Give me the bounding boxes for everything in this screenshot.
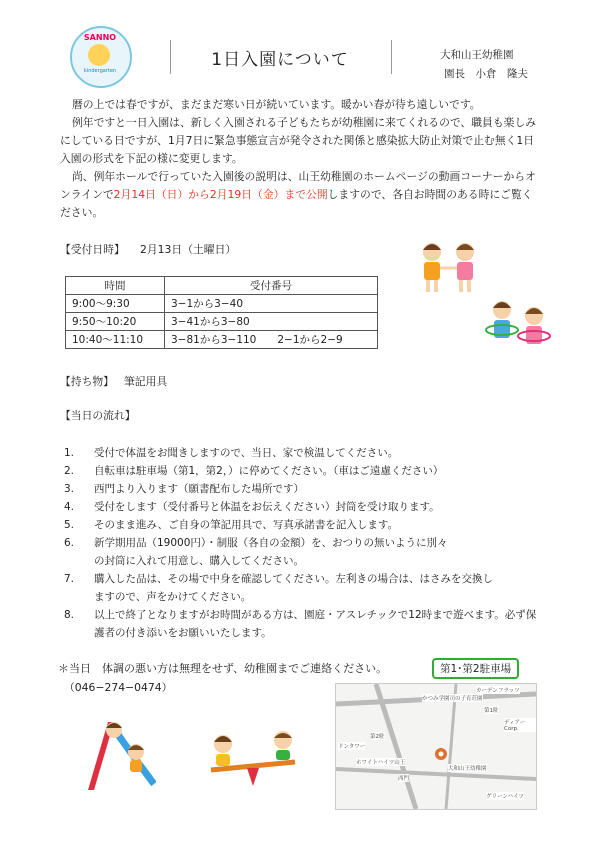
reception-label: 【受付日時】	[60, 243, 125, 256]
intro-p3-start: 尚、例年ホールで行っていた入園後の説明は、山王幼稚園のホームページの動画コーナーからオンラインで	[60, 170, 536, 201]
list-item	[64, 570, 544, 606]
map-label-b: カーデンフラッツ	[476, 688, 520, 694]
step-number: 8.	[64, 609, 75, 621]
intro-p3-end: しますので、各自お時間のある時にご覧ください。	[60, 188, 533, 219]
step-text: 以上で終了となりますがお時間がある方は、園庭・アスレチックで12時まで遊べます。必ず保護者の付き添いをお願いいたします。	[94, 609, 537, 639]
logo-text: SANNO	[83, 33, 117, 42]
table-row	[66, 295, 378, 313]
list-item	[64, 462, 544, 480]
list-item	[64, 444, 544, 462]
list-item	[64, 534, 544, 570]
map-roads	[336, 684, 536, 809]
items-label: 【持ち物】	[60, 375, 114, 388]
step-text: 受付をします（受付番号と体温をお伝えください）封筒を受け取ります。	[94, 501, 440, 513]
header-time: 時間	[66, 277, 165, 295]
logo-subtext: kindergarten	[83, 68, 117, 74]
health-note: ＊当日 体調の悪い方は無理をせず、幼稚園までご連絡ください。	[58, 662, 388, 675]
parking-map	[335, 683, 537, 810]
school-name: 大和山王幼稚園	[440, 49, 514, 61]
step-number: 2.	[64, 465, 75, 477]
logo-sun-icon	[88, 44, 110, 66]
step-number: 4.	[64, 501, 75, 513]
table-row	[66, 313, 378, 331]
children-hula-hoop-illustration	[484, 296, 554, 364]
time-cell: 9:50〜10:20	[66, 313, 165, 331]
map-label-e: 第2駐	[370, 734, 385, 740]
step-number: 6.	[64, 537, 75, 549]
reception-table-wrap	[65, 276, 378, 349]
step-text: 受付で体温をお聞きしますので、当日、家で検温してください。	[94, 447, 399, 459]
time-cell: 10:40〜11:10	[66, 331, 165, 349]
map-label-h: 大和山王幼稚園	[448, 766, 487, 772]
table-row	[66, 331, 378, 349]
map-label-d: ディアーCorp.	[504, 718, 536, 732]
children-seesaw-illustration	[203, 730, 303, 792]
phone-number[interactable]: （046−274−0474）	[64, 681, 173, 694]
step-text: 西門より入ります（願書配布した場所です）	[94, 483, 304, 495]
map-label-a: かつみ学園司の子育荘園	[422, 696, 483, 702]
list-item	[64, 516, 544, 534]
reception-table	[65, 276, 378, 349]
time-cell: 9:00〜9:30	[66, 295, 165, 313]
flow-list	[64, 444, 544, 642]
map-title: 第1･第2駐車場	[432, 658, 519, 679]
step-number: 7.	[64, 573, 75, 585]
number-cell: 3−81から3−110 2−1から2−9	[165, 331, 378, 349]
list-item	[64, 480, 544, 498]
step-number: 1.	[64, 447, 75, 459]
step-number: 5.	[64, 519, 75, 531]
intro-paragraph-1: 暦の上では春ですが、まだまだ寒い日が続いています。暖かい春が待ち遠しいです。	[72, 98, 481, 111]
video-period: 2月14日（日）から2月19日（金）まで公開	[113, 188, 328, 201]
intro-paragraph-2: 例年ですと一日入園は、新しく入園される子どもたちが幼稚園に来てくれるので、職員も楽しみにしている日ですが、1月7日に緊急事態宣言が発令された関係と感染拡大防止対策で止む無く1日入園の形式を下記の様に変更します。	[60, 116, 537, 165]
map-label-f: ドンタワー	[338, 744, 366, 750]
list-item	[64, 606, 544, 642]
children-holding-hands-illustration	[410, 238, 490, 298]
step-text: 新学期用品（19000円）・制服（各自の金額）を、おつりの無いように別々の封筒に入れて用意し、購入してください。	[94, 537, 448, 567]
list-item	[64, 498, 544, 516]
number-cell: 3−41から3−80	[165, 313, 378, 331]
map-label-c: 第1駐	[484, 708, 499, 714]
principal-name: 園長 小倉 隆夫	[444, 68, 528, 80]
step-text: そのまま進み、ご自身の筆記用具で、写真承諾書を記入します。	[94, 519, 399, 531]
step-text: 自転車は駐車場（第1，第2，）に停めてください。（車はご遠慮ください）	[94, 465, 444, 477]
intro-paragraph-3	[60, 168, 540, 222]
number-cell: 3−1から3−40	[165, 295, 378, 313]
table-header-row	[66, 277, 378, 295]
map-label-j: グリーンハイツ	[486, 794, 525, 800]
items-value: 筆記用具	[124, 375, 168, 388]
header-number: 受付番号	[165, 277, 378, 295]
page-title: 1日入園について	[211, 50, 349, 70]
children-slide-illustration	[78, 712, 156, 794]
map-label-i: 西門	[398, 776, 410, 782]
reception-date: 2月13日（土曜日）	[140, 243, 237, 256]
step-number: 3.	[64, 483, 75, 495]
step-text: 購入した品は、その場で中身を確認してください。左利きの場合は、はさみを交換しますので、声をかけてください。	[94, 573, 493, 603]
flow-label: 【当日の流れ】	[60, 409, 136, 422]
map-label-g: ホワイトハイツ山王	[356, 760, 406, 766]
